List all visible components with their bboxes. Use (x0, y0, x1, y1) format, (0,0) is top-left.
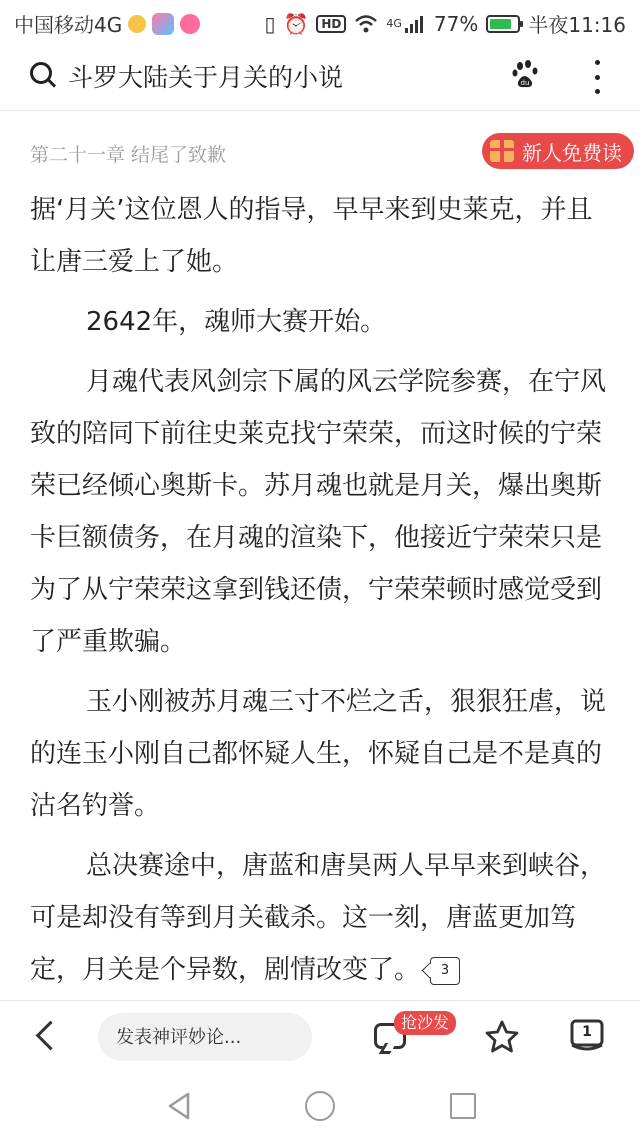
signal-icon (404, 14, 426, 34)
star-favorite-icon[interactable] (484, 1019, 520, 1055)
gift-icon (490, 140, 514, 162)
bottom-toolbar (0, 1000, 640, 1075)
chapter-title: 第二十一章 结尾了致歉 (30, 144, 227, 166)
paragraph: 月魂代表风剑宗下属的风云学院参赛，在宁风致的陪同下前往史莱克找宁荣荣，而这时候的宁荣荣已经倾心奥斯卡。苏月魂也就是月关，爆出奥斯卡巨额债务，在月魂的渲染下，他接近宁荣荣只是为了从宁荣荣这拿到钱还债，宁荣荣顿时感觉受到了严重欺骗。 (30, 367, 607, 657)
alarm-icon: ⏰ (283, 11, 309, 36)
search-header (0, 44, 640, 111)
carrier-label: 中国移动4G (14, 13, 123, 37)
more-options-icon[interactable] (592, 60, 602, 94)
search-query[interactable]: 斗罗大陆关于月关的小说 (68, 63, 344, 92)
baidu-paw-icon[interactable] (512, 60, 542, 90)
app-notification-icon (152, 13, 174, 35)
bookshelf-count: 1 (582, 1024, 592, 1040)
nav-home-icon[interactable] (305, 1091, 335, 1121)
hd-icon: HD (316, 15, 346, 33)
clock: 半夜11:16 (528, 13, 626, 37)
network-type-label: 4G (386, 17, 402, 30)
emoji-notification-icon (128, 15, 146, 33)
battery-percent: 77% (433, 11, 479, 36)
battery-icon (486, 15, 520, 33)
wifi-icon (354, 14, 378, 34)
free-read-promo-button[interactable] (482, 133, 634, 169)
back-arrow-icon[interactable] (36, 1021, 66, 1051)
bookshelf-icon[interactable] (570, 1019, 604, 1053)
paragraph: 据‘月关’这位恩人的指导，早早来到史莱克，并且让唐三爱上了她。 (30, 195, 593, 277)
article-body (30, 184, 616, 1002)
svg-text:du: du (520, 79, 530, 87)
comment-input[interactable] (98, 1013, 312, 1061)
vibrate-icon: ▯ (264, 11, 276, 36)
paragraph-text: 总决赛途中，唐蓝和唐昊两人早早来到峡谷，可是却没有等到月关截杀。这一刻，唐蓝更加笃定，月关是个异数，剧情改变了。 (30, 851, 607, 985)
paragraph: 2642年，魂师大赛开始。 (86, 307, 387, 337)
nav-recents-icon[interactable] (450, 1093, 476, 1119)
status-bar (0, 0, 640, 44)
nav-back-icon[interactable] (164, 1090, 196, 1122)
system-nav-bar (0, 1074, 640, 1138)
message-notification-icon (180, 14, 200, 34)
paragraph-comment-badge[interactable]: 3 (430, 957, 460, 985)
promo-label: 新人免费读 (522, 140, 622, 165)
paragraph-with-comments (30, 840, 616, 996)
search-icon[interactable] (30, 62, 52, 84)
paragraph: 玉小刚被苏月魂三寸不烂之舌，狠狠狂虐，说的连玉小刚自己都怀疑人生，怀疑自己是不是真的沽名钓誉。 (30, 687, 607, 821)
first-comment-badge[interactable]: 抢沙发 (394, 1011, 456, 1035)
